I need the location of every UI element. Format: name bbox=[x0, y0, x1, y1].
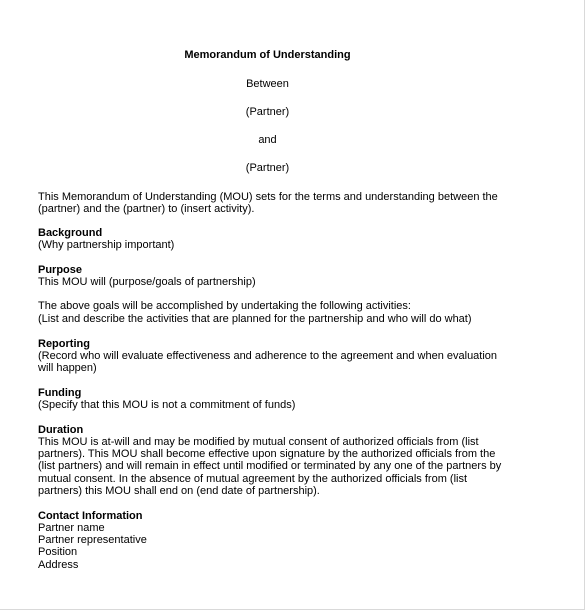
duration-text: (list partners) and will remain in effect until modified or terminated by any one of the partners by bbox=[38, 460, 502, 472]
duration-heading: Duration bbox=[38, 424, 84, 436]
background-text: (Why partnership important) bbox=[38, 239, 175, 251]
purpose-text: This MOU will (purpose/goals of partnership) bbox=[38, 276, 256, 288]
between-label: Between bbox=[246, 78, 289, 90]
background-heading: Background bbox=[38, 227, 103, 239]
duration-text: mutual consent. In the absence of mutual agreement by the authorized officials from (list bbox=[38, 473, 468, 485]
contact-heading: Contact Information bbox=[38, 510, 143, 522]
document-title: Memorandum of Understanding bbox=[184, 49, 351, 61]
partner-label-1: (Partner) bbox=[245, 106, 290, 118]
and-label: and bbox=[258, 134, 277, 146]
intro-line: This Memorandum of Understanding (MOU) sets for the terms and understanding between the bbox=[38, 191, 498, 203]
activities-text: (List and describe the activities that are planned for the partnership and who will do what) bbox=[38, 313, 472, 325]
contact-address: Address bbox=[38, 559, 79, 571]
contact-position: Position bbox=[38, 546, 78, 558]
reporting-text: will happen) bbox=[38, 362, 97, 374]
duration-text: partners). This MOU shall become effective upon signature by the authorized officials from the bbox=[38, 448, 496, 460]
intro-line: (partner) and the (partner) to (insert activity). bbox=[38, 203, 255, 215]
reporting-text: (Record who will evaluate effectiveness and adherence to the agreement and when evaluation bbox=[38, 350, 498, 362]
funding-heading: Funding bbox=[38, 387, 82, 399]
funding-text: (Specify that this MOU is not a commitment of funds) bbox=[38, 399, 296, 411]
duration-text: This MOU is at-will and may be modified by mutual consent of authorized officials from (list bbox=[38, 436, 479, 448]
partner-label-2: (Partner) bbox=[245, 162, 290, 174]
purpose-heading: Purpose bbox=[38, 264, 83, 276]
contact-partner-representative: Partner representative bbox=[38, 534, 147, 546]
reporting-heading: Reporting bbox=[38, 338, 90, 350]
duration-text: partners) this MOU shall end on (end date of partnership). bbox=[38, 485, 320, 497]
contact-partner-name: Partner name bbox=[38, 522, 105, 534]
activities-text: The above goals will be accomplished by undertaking the following activities: bbox=[38, 300, 411, 312]
